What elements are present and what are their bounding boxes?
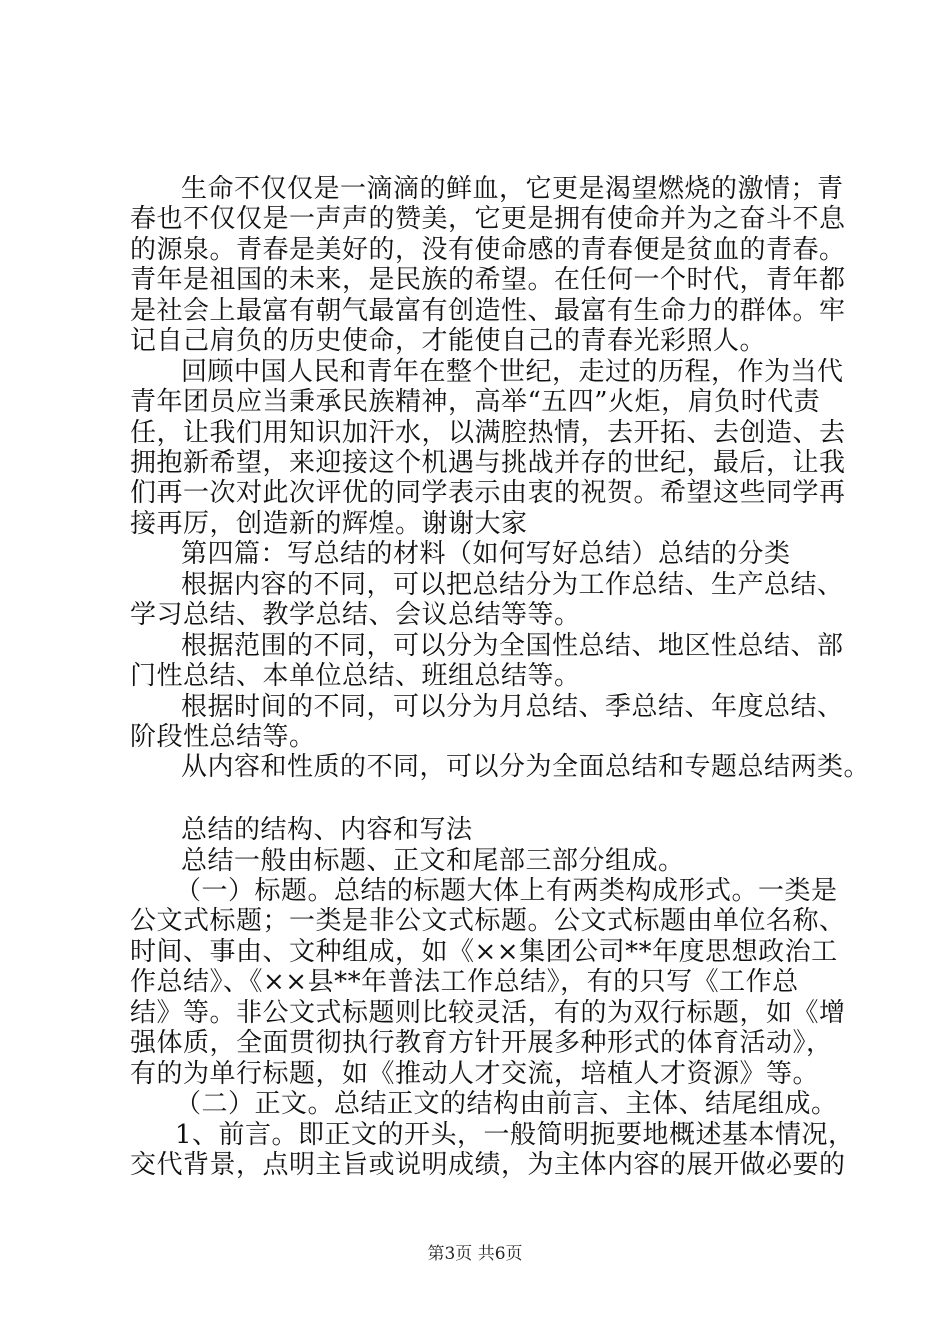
subsection-heading: 总结的结构、内容和写法 — [181, 815, 473, 845]
paragraph-line: 阶段性总结等。 — [130, 722, 316, 752]
paragraph-line: 交代背景，点明主旨或说明成绩，为主体内容的展开做必要的 — [130, 1150, 846, 1180]
paragraph-line: 青年是祖国的未来，是民族的希望。在任何一个时代，青年都 — [130, 265, 846, 295]
paragraph-line: （二）正文。总结正文的结构由前言、主体、结尾组成。 — [175, 1089, 838, 1119]
paragraph-line: 根据内容的不同，可以把总结分为工作总结、生产总结、 — [181, 570, 844, 600]
paragraph-line: 生命不仅仅是一滴滴的鲜血，它更是渴望燃烧的激情；青 — [181, 174, 844, 204]
paragraph-line: 拥抱新希望，来迎接这个机遇与挑战并存的世纪，最后，让我 — [130, 448, 846, 478]
paragraph-line: 春也不仅仅是一声声的赞美，它更是拥有使命并为之奋斗不息 — [130, 204, 846, 234]
paragraph-line: 们再一次对此次评优的同学表示由衷的祝贺。希望这些同学再 — [130, 478, 846, 508]
paragraph-line: （一）标题。总结的标题大体上有两类构成形式。一类是 — [175, 876, 838, 906]
paragraph-line: 接再厉，创造新的辉煌。谢谢大家 — [130, 509, 528, 539]
paragraph-line: 门性总结、本单位总结、班组总结等。 — [130, 661, 581, 691]
paragraph-line: 学习总结、教学总结、会议总结等等。 — [130, 600, 581, 630]
paragraph-line: 任，让我们用知识加汗水，以满腔热情，去开拓、去创造、去 — [130, 418, 846, 448]
paragraph-line: 1、前言。即正文的开头，一般简明扼要地概述基本情况， — [175, 1120, 855, 1150]
paragraph-line: 公文式标题；一类是非公文式标题。公文式标题由单位名称、 — [130, 906, 846, 936]
paragraph-line: 是社会上最富有朝气最富有创造性、最富有生命力的群体。牢 — [130, 296, 846, 326]
paragraph-line: 根据时间的不同，可以分为月总结、季总结、年度总结、 — [181, 692, 844, 722]
paragraph-line: 青年团员应当秉承民族精神，高举“五四”火炬，肩负时代责 — [130, 387, 821, 417]
paragraph-line: 根据范围的不同，可以分为全国性总结、地区性总结、部 — [181, 631, 844, 661]
paragraph-line: 有的为单行标题，如《推动人才交流，培植人才资源》等。 — [130, 1059, 820, 1089]
paragraph-line: 记自己肩负的历史使命，才能使自己的青春光彩照人。 — [130, 326, 767, 356]
paragraph-line: 作总结》、《××县**年普法工作总结》，有的只写《工作总 — [130, 967, 799, 997]
paragraph-line: 的源泉。青春是美好的，没有使命感的青春便是贫血的青春。 — [130, 235, 846, 265]
paragraph-line: 从内容和性质的不同，可以分为全面总结和专题总结两类。 — [181, 752, 871, 782]
paragraph-line: 总结一般由标题、正文和尾部三部分组成。 — [181, 846, 685, 876]
paragraph-line: 时间、事由、文种组成，如《××集团公司**年度思想政治工 — [130, 937, 838, 967]
paragraph-line: 回顾中国人民和青年在整个世纪，走过的历程，作为当代 — [181, 357, 844, 387]
paragraph-line: 结》等。非公文式标题则比较灵活，有的为双行标题，如《增 — [130, 998, 846, 1028]
page-footer: 第3页 共6页 — [427, 1244, 523, 1264]
paragraph-line: 强体质，全面贯彻执行教育方针开展多种形式的体育活动》， — [130, 1028, 833, 1058]
section-heading: 第四篇：写总结的材料（如何写好总结）总结的分类 — [181, 539, 791, 569]
